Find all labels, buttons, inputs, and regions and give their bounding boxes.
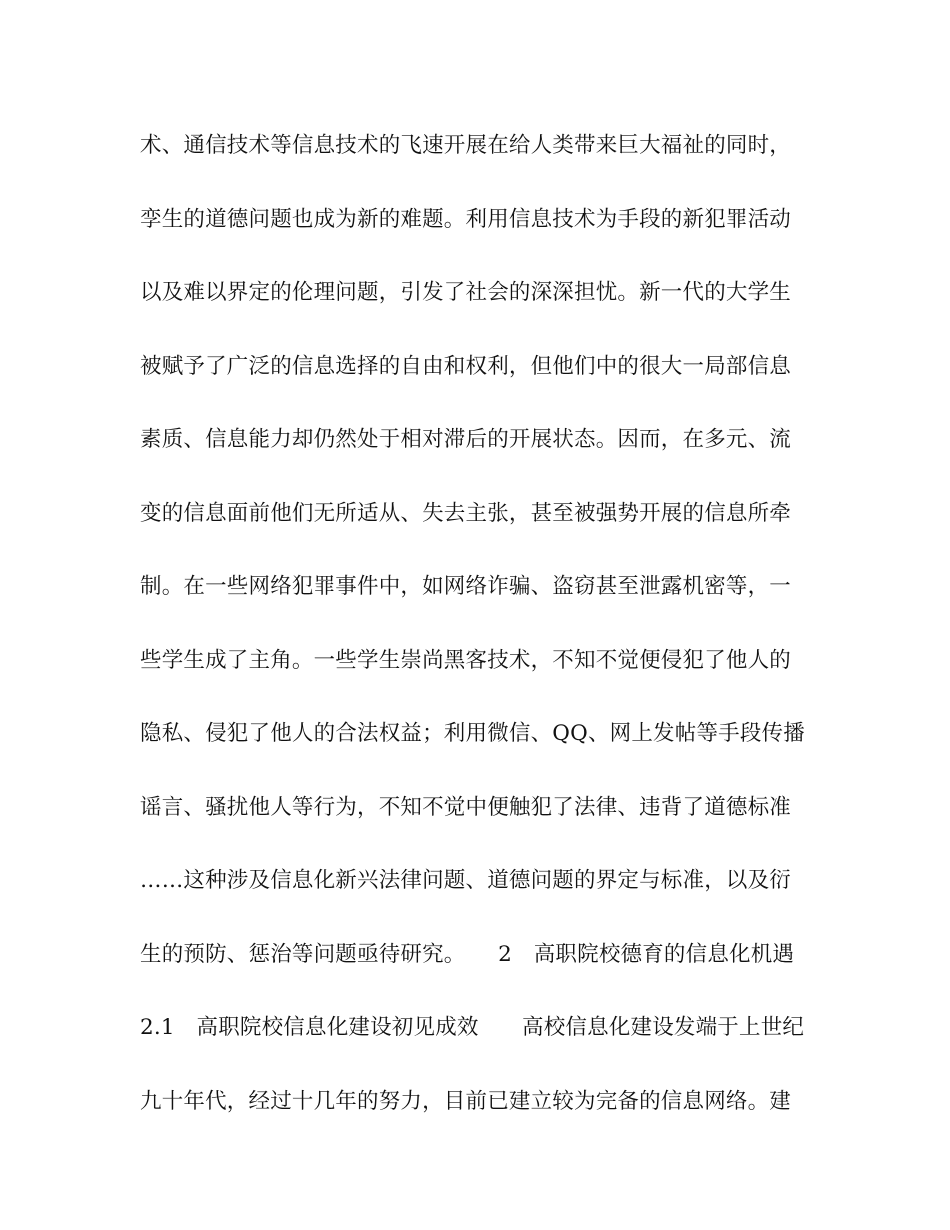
- text-line: 九十年代，经过十几年的努力，目前已建立较为完备的信息网络。建: [140, 1088, 792, 1114]
- text-line: 2.1 高职院校信息化建设初见成效 高校信息化建设发端于上世纪: [140, 1015, 805, 1040]
- text-line: 隐私、侵犯了他人的合法权益；利用微信、QQ、网上发帖等手段传播: [140, 721, 805, 746]
- text-line: 术、通信技术等信息技术的飞速开展在给人类带来巨大福祉的同时，: [140, 133, 792, 158]
- text-line: 被赋予了广泛的信息选择的自由和权利，但他们中的很大一局部信息: [140, 353, 792, 379]
- text-line: 制。在一些网络犯罪事件中，如网络诈骗、盗窃甚至泄露机密等，一: [140, 574, 792, 599]
- text-line: 以及难以界定的伦理问题，引发了社会的深深担忧。新一代的大学生: [140, 280, 792, 305]
- text-line: 生的预防、惩治等问题亟待研究。 2 高职院校德育的信息化机遇: [140, 941, 795, 967]
- text-line: 谣言、骚扰他人等行为，不知不觉中便触犯了法律、违背了道德标准: [140, 794, 792, 820]
- text-line: ……这种涉及信息化新兴法律问题、道德问题的界定与标准，以及衍: [140, 868, 792, 893]
- text-line: 素质、信息能力却仍然处于相对滞后的开展状态。因而，在多元、流: [140, 427, 792, 452]
- text-line: 变的信息面前他们无所适从、失去主张，甚至被强势开展的信息所牵: [140, 500, 792, 526]
- text-line: 孪生的道德问题也成为新的难题。利用信息技术为手段的新犯罪活动: [140, 206, 792, 232]
- text-line: 些学生成了主角。一些学生崇尚黑客技术，不知不觉便侵犯了他人的: [140, 647, 792, 673]
- body-text: [140, 120, 810, 1149]
